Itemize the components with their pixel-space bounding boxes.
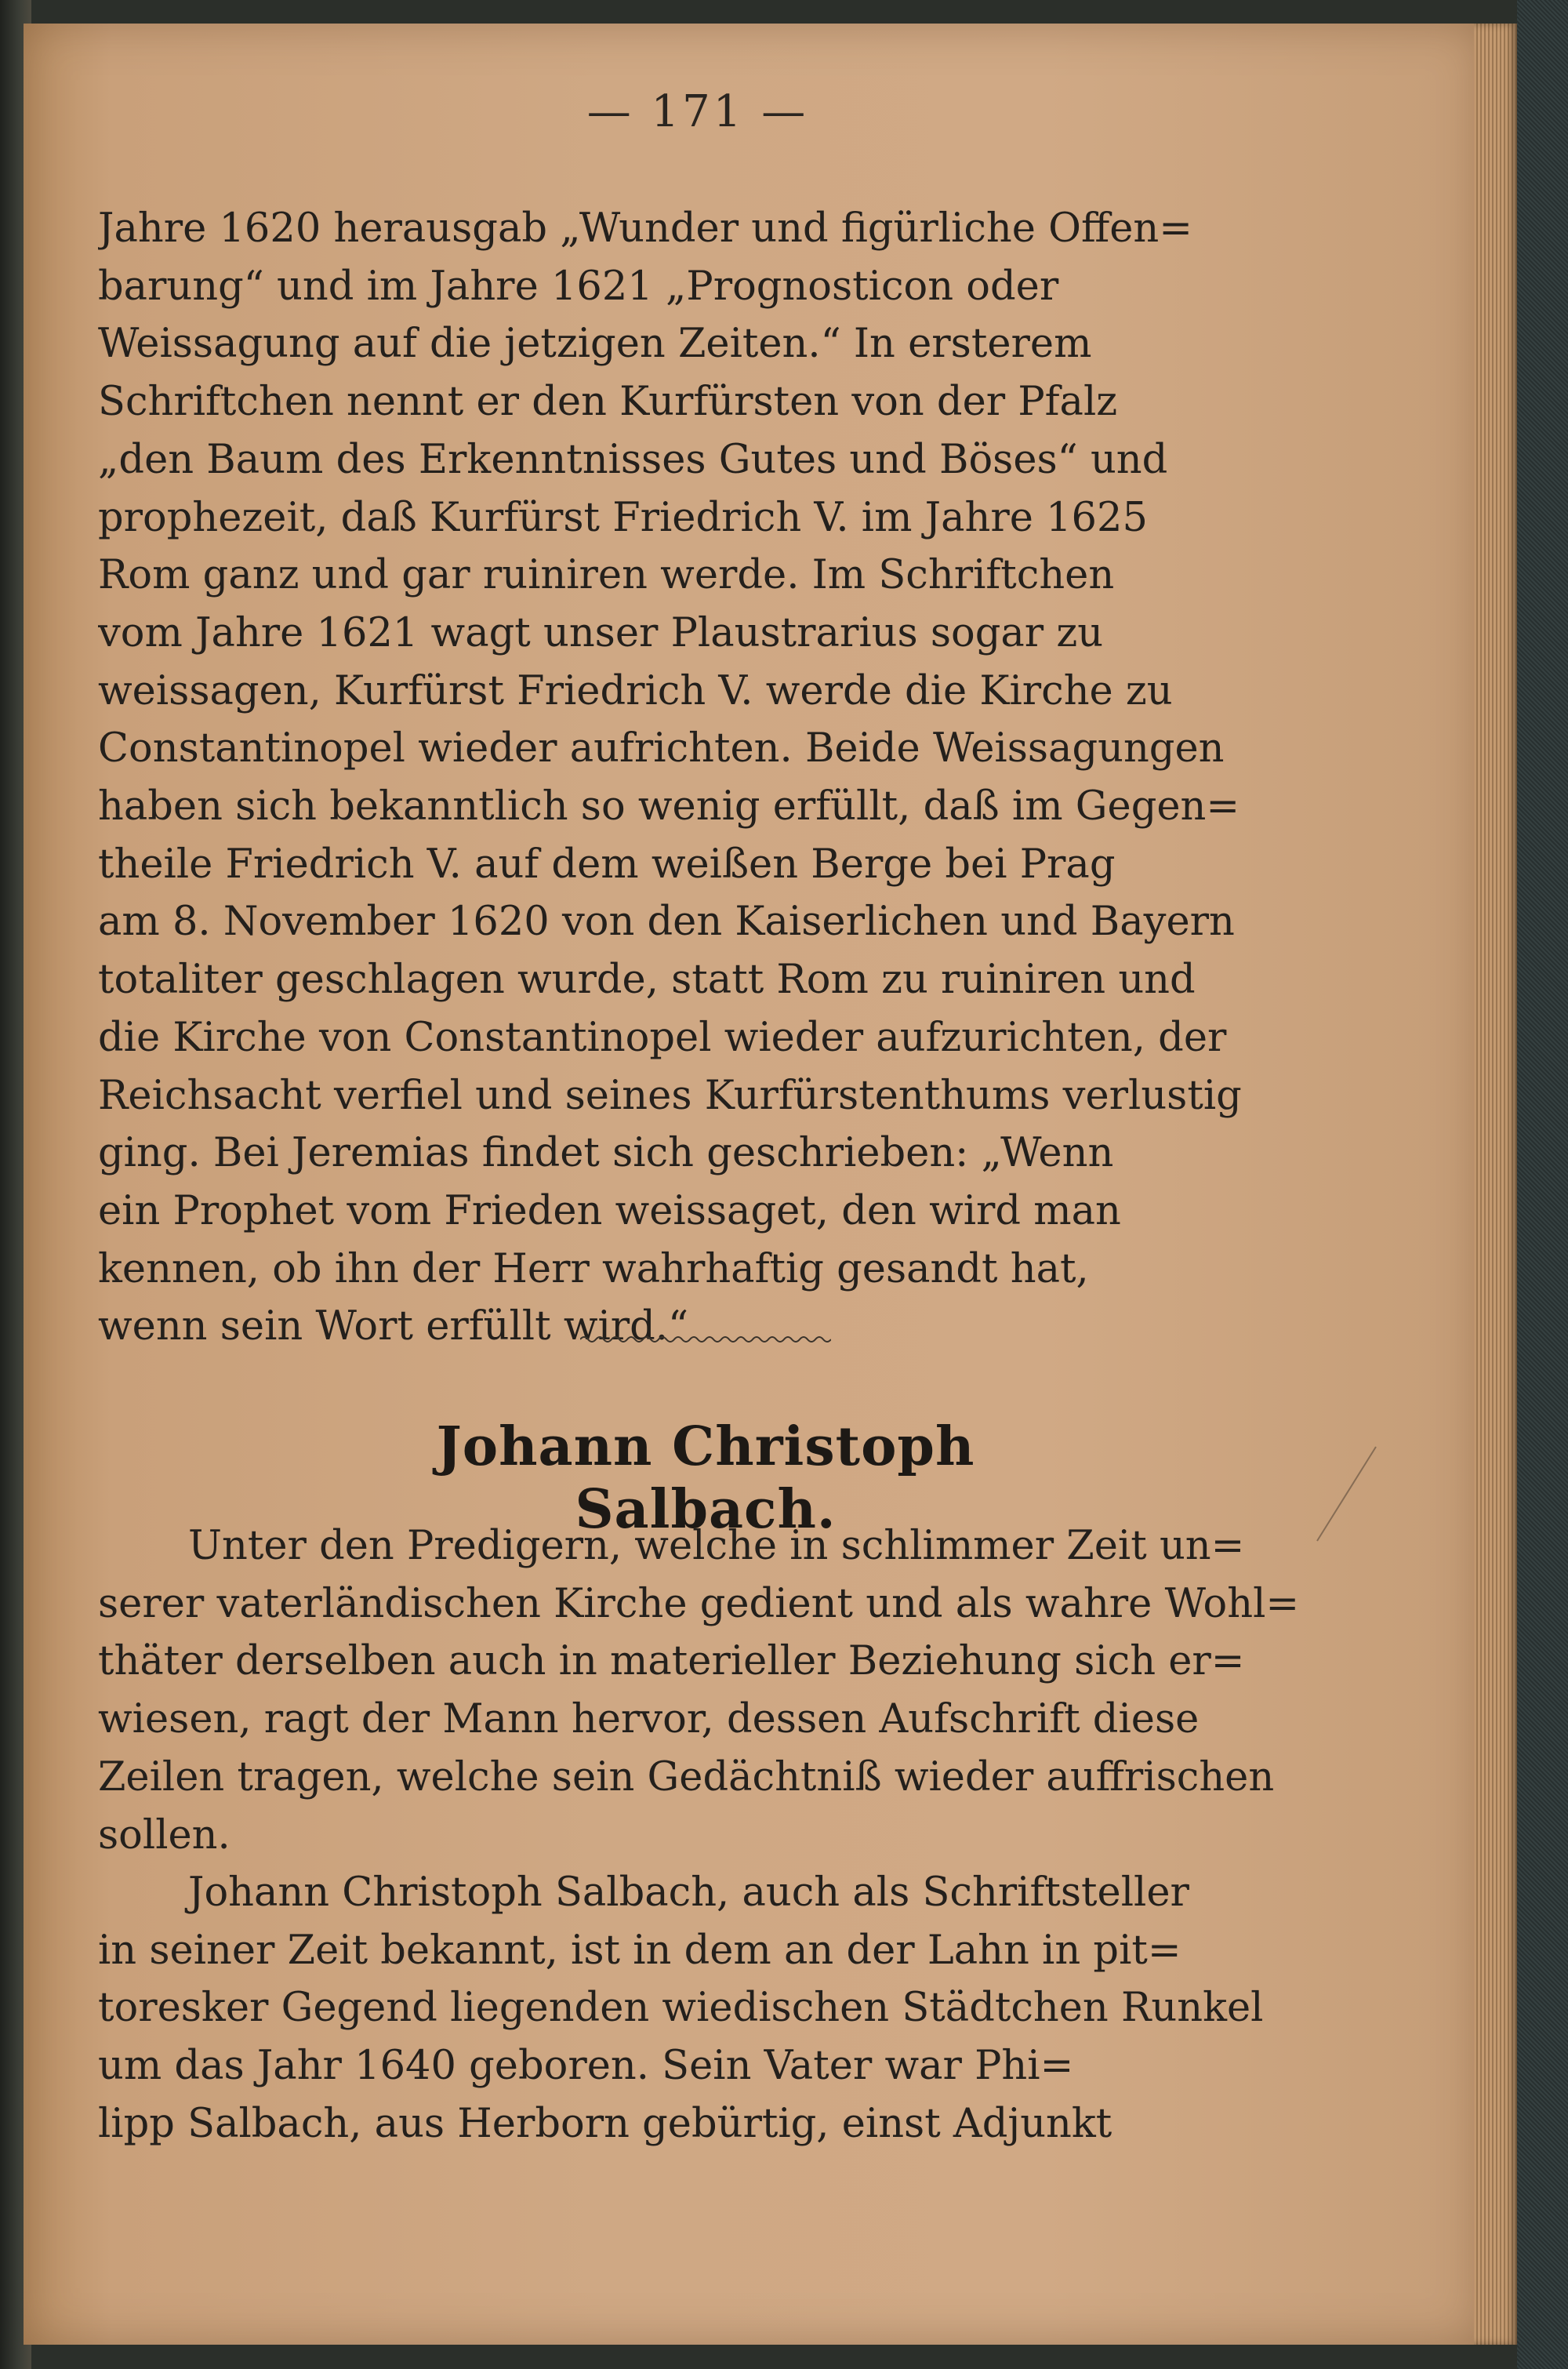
book-binding-right — [1517, 0, 1568, 2369]
text-line: Johann Christoph Salbach, auch als Schriftsteller — [188, 1869, 1189, 1916]
text-line: in seiner Zeit bekannt, ist in dem an der Lahn in pit= — [98, 1927, 1181, 1974]
text-line: Reichsacht verfiel und seines Kurfürstenthums verlustig — [98, 1072, 1242, 1119]
text-line: lipp Salbach, aus Herborn gebürtig, einst Adjunkt — [98, 2100, 1112, 2147]
text-line: ein Prophet vom Frieden weissaget, den wird man — [98, 1187, 1121, 1234]
text-line: Rom ganz und gar ruiniren werde. Im Schriftchen — [98, 552, 1115, 599]
pencil-mark — [1309, 1443, 1380, 1545]
text-line: Zeilen tragen, welche sein Gedächtniß wieder auffrischen — [98, 1753, 1275, 1800]
text-line: Weissagung auf die jetzigen Zeiten.“ In ersterem — [98, 321, 1092, 368]
text-line: Schriftchen nennt er den Kurfürsten von der Pfalz — [98, 379, 1118, 426]
text-line: haben sich bekanntlich so wenig erfüllt, daß im Gegen= — [98, 783, 1240, 830]
section-divider — [580, 1333, 831, 1346]
text-line: wenn sein Wort erfüllt wird.“ — [98, 1303, 689, 1350]
page-edges — [1474, 24, 1517, 2345]
text-line: serer vaterländischen Kirche gedient und als wahre Wohl= — [98, 1580, 1300, 1627]
page-number: — 171 — — [586, 86, 809, 137]
text-line: ging. Bei Jeremias findet sich geschrieben: „Wenn — [98, 1130, 1114, 1177]
paragraph-continued — [98, 200, 1305, 1356]
text-line: wiesen, ragt der Mann hervor, dessen Aufschrift diese — [98, 1696, 1200, 1743]
text-line: weissagen, Kurfürst Friedrich V. werde die Kirche zu — [98, 667, 1173, 714]
paragraph-intro — [98, 1517, 1305, 1864]
text-line: Unter den Predigern, welche in schlimmer Zeit un= — [188, 1523, 1245, 1569]
text-line: toresker Gegend liegenden wiedischen Städtchen Runkel — [98, 1985, 1264, 2032]
paragraph-biography — [98, 1864, 1305, 2153]
text-line: „den Baum des Erkenntnisses Gutes und Böses“ und — [98, 436, 1168, 483]
text-line: kennen, ob ihn der Herr wahrhaftig gesandt hat, — [98, 1245, 1089, 1292]
text-line: Jahre 1620 herausgab „Wunder und figürliche Offen= — [98, 205, 1192, 252]
text-line: die Kirche von Constantinopel wieder aufzurichten, der — [98, 1014, 1227, 1061]
text-line: theile Friedrich V. auf dem weißen Berge bei Prag — [98, 841, 1116, 888]
section-heading: Johann Christoph Salbach. — [436, 1415, 975, 1541]
text-line: Constantinopel wieder aufrichten. Beide Weissagungen — [98, 725, 1225, 772]
text-line: thäter derselben auch in materieller Beziehung sich er= — [98, 1638, 1245, 1685]
text-line: vom Jahre 1621 wagt unser Plaustrarius sogar zu — [98, 609, 1104, 656]
text-line: totaliter geschlagen wurde, statt Rom zu ruiniren und — [98, 957, 1196, 1004]
text-line: um das Jahr 1640 geboren. Sein Vater war Phi= — [98, 2043, 1074, 2090]
text-line: sollen. — [98, 1811, 230, 1859]
text-line: barung“ und im Jahre 1621 „Prognosticon oder — [98, 263, 1059, 310]
text-line: prophezeit, daß Kurfürst Friedrich V. im Jahre 1625 — [98, 494, 1148, 541]
text-line: am 8. November 1620 von den Kaiserlichen und Bayern — [98, 899, 1235, 946]
